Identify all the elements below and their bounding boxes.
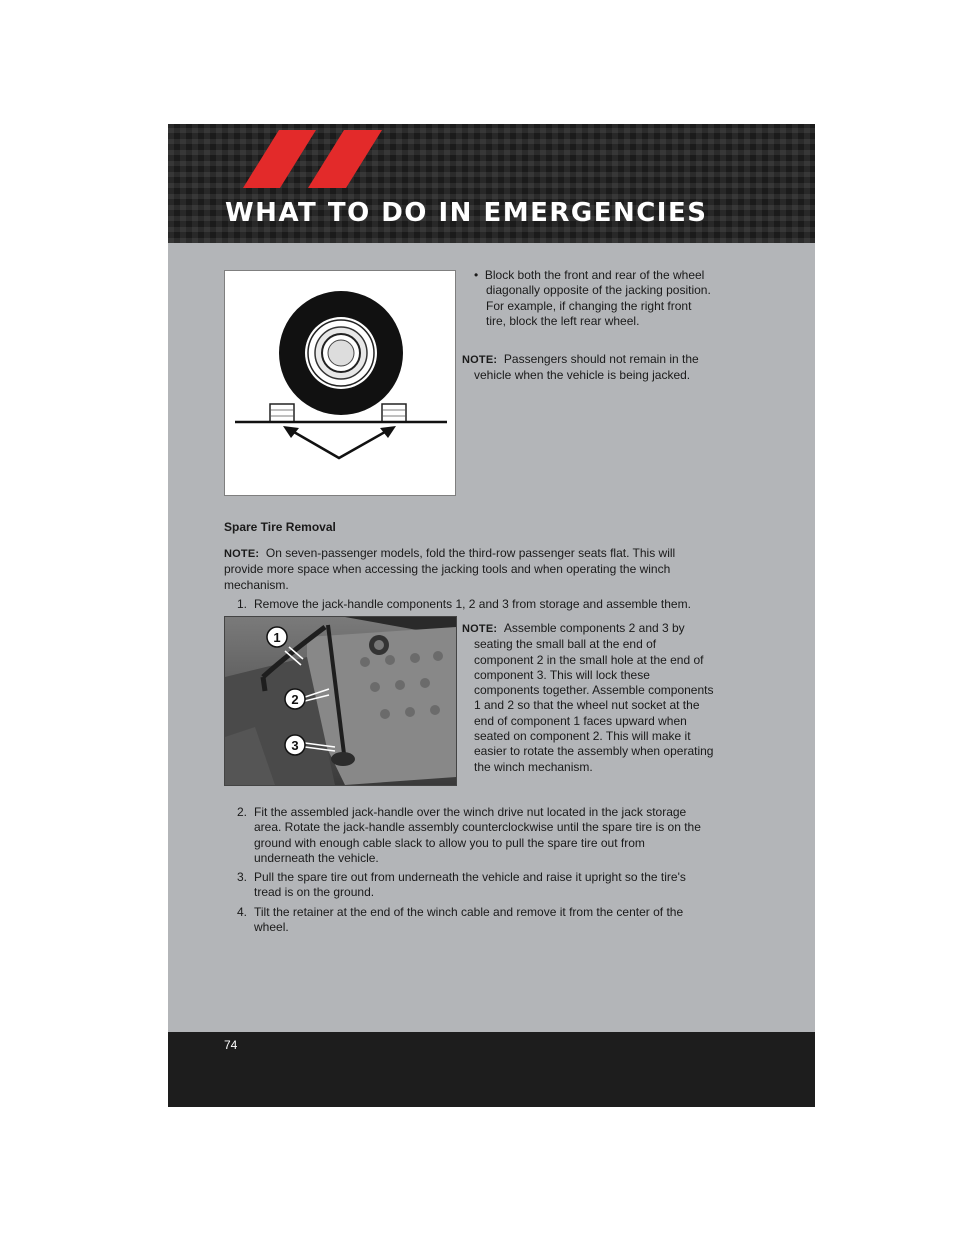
bullet-icon: • xyxy=(474,268,485,282)
callout-label: 3 xyxy=(291,738,299,753)
list-item xyxy=(237,597,707,612)
note-seven-passenger xyxy=(224,546,702,593)
step-number: 1. xyxy=(237,597,248,611)
wheel-blocked-by-chocks-illustration-icon xyxy=(225,271,455,495)
step-number: 2. xyxy=(237,805,248,819)
note-passengers xyxy=(462,352,716,384)
wheel-block-figure xyxy=(224,270,456,496)
stripe-left xyxy=(243,130,316,188)
step-number: 4. xyxy=(237,904,248,919)
bullet-text: Block both the front and rear of the wheel diagonally opposite of the jacking position. For example, if changing the right front tire, block the left rear wheel. xyxy=(484,268,711,328)
step-list-1 xyxy=(237,597,707,612)
note-label: NOTE: xyxy=(462,623,498,635)
step-list-2 xyxy=(237,805,707,935)
note-label: NOTE: xyxy=(462,354,498,366)
callout-label: 2 xyxy=(291,692,299,707)
step-text: Remove the jack-handle components 1, 2 and 3 from storage and assemble them. xyxy=(254,597,691,611)
note-assemble xyxy=(462,621,718,775)
step-text: Tilt the retainer at the end of the winch cable and remove it from the center of the wheel. xyxy=(254,904,684,935)
step-number: 3. xyxy=(237,870,248,885)
page-number: 74 xyxy=(224,1038,238,1052)
note-text: Passengers should not remain in the vehicle when the vehicle is being jacked. xyxy=(474,352,699,383)
manual-page xyxy=(168,124,815,1107)
page-footer xyxy=(168,1032,815,1107)
bullet-item xyxy=(474,268,711,329)
list-item xyxy=(237,870,707,901)
jack-handle-figure xyxy=(224,616,457,786)
note-text: Assemble components 2 and 3 by seating the small ball at the end of component 2 in the small hole at the end of component 3. This will lock these components together. Assemble components 1 and 2 so that the wheel nut socket at the end of component 1 faces upward when seated on component 2. This will make it easier to rotate the assembly when operating the winch mechanism. xyxy=(474,621,714,774)
jack-handle-components-photo-icon xyxy=(225,617,456,785)
step-text: Pull the spare tire out from underneath the vehicle and raise it upright so the tire's tread is on the ground. xyxy=(254,870,686,900)
list-item xyxy=(237,905,707,936)
list-item xyxy=(237,805,707,866)
note-text: On seven-passenger models, fold the third-row passenger seats flat. This will provide more space when accessing the jacking tools and when operating the winch mechanism. xyxy=(224,546,676,592)
step-text: Fit the assembled jack-handle over the winch drive nut located in the jack storage area. Rotate the jack-handle assembly counterclockwise until the spare tire is on the ground with enough cable slack to allow you to pull the spare tire out from underneath the vehicle. xyxy=(254,805,701,865)
page-title: WHAT TO DO IN EMERGENCIES xyxy=(225,198,708,228)
section-header xyxy=(168,124,815,243)
note-label: NOTE: xyxy=(224,548,260,560)
stripe-right xyxy=(308,130,382,188)
callout-label: 1 xyxy=(273,630,281,645)
section-heading: Spare Tire Removal xyxy=(224,520,336,534)
